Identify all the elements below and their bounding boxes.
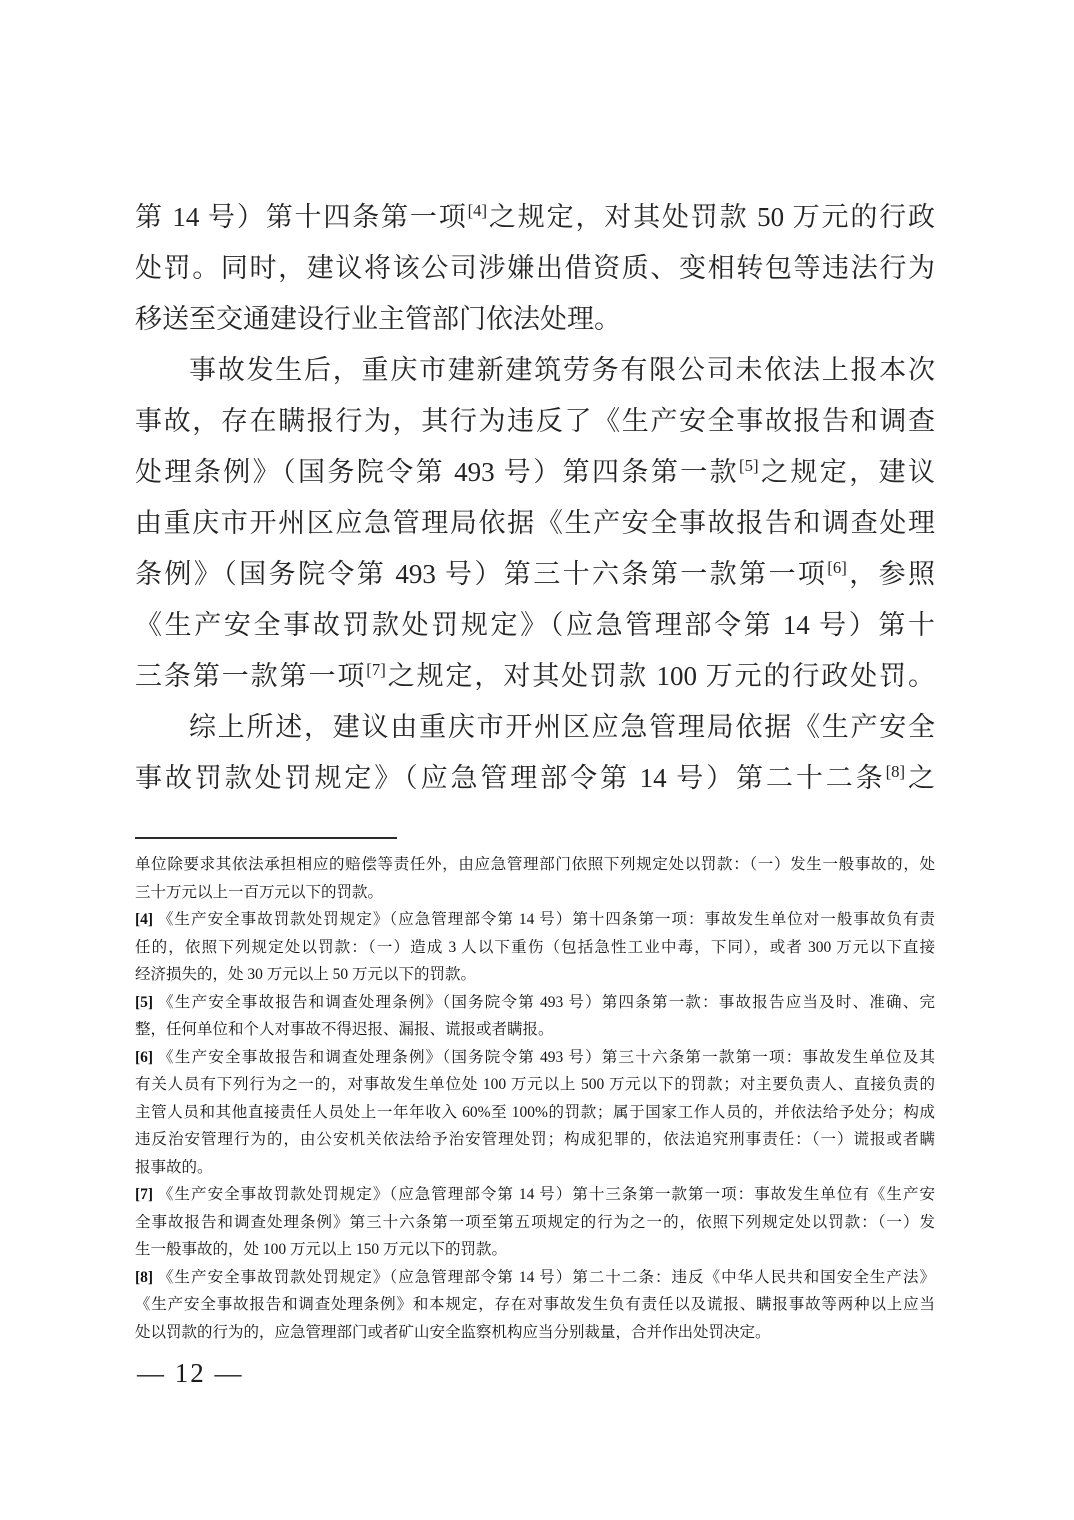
body-line: 移送至交通建设行业主管部门依法处理。	[135, 304, 621, 334]
footnote-line: 生一般事故的，处 100 万元以上 150 万元以下的罚款。	[135, 1241, 508, 1258]
footnote-line: [7] 《生产安全事故罚款处罚规定》（应急管理部令第 14 号）第十三条第一款第一项：事故发生单位有《生产安	[135, 1186, 935, 1203]
footnote-line: 有关人员有下列行为之一的，对事故发生单位处 100 万元以上 500 万元以下的罚款；对主要负责人、直接负责的	[135, 1076, 935, 1093]
footnote-marker: [8]	[135, 1268, 154, 1286]
footnote-line: [8] 《生产安全事故罚款处罚规定》（应急管理部令第 14 号）第二十二条：违反《中华人民共和国安全生产法》	[135, 1268, 935, 1286]
body-line: 第 14 号）第十四条第一项[4]之规定，对其处罚款 50 万元的行政	[135, 201, 936, 232]
body-line: 事故罚款处罚规定》（应急管理部令第 14 号）第二十二条[8]之	[135, 762, 936, 793]
footnote-line: 全事故报告和调查处理条例》第三十六条第一项至第五项规定的行为之一的，依照下列规定处以罚款：（一）发	[135, 1213, 935, 1231]
footnote-line: 单位除要求其依法承担相应的赔偿等责任外，由应急管理部门依照下列规定处以罚款：（一）发生一般事故的，处	[135, 856, 935, 873]
body-line: 处理条例》（国务院令第 493 号）第四条第一款[5]之规定，建议	[135, 456, 936, 487]
body-line: 《生产安全事故罚款处罚规定》（应急管理部令第 14 号）第十	[135, 610, 935, 640]
footnote-line: 报事故的。	[135, 1158, 213, 1176]
footnote-line: 违反治安管理行为的，由公安机关依法给予治安管理处罚；构成犯罪的，依法追究刑事责任：（一）谎报或者瞒	[135, 1131, 935, 1148]
footnote-line: 整，任何单位和个人对事故不得迟报、漏报、谎报或者瞒报。	[135, 1021, 554, 1038]
footnote-line: 三十万元以上一百万元以下的罚款。	[135, 883, 384, 901]
footnote-reference: [7]	[366, 660, 386, 679]
footnote-marker: [7]	[135, 1186, 154, 1203]
body-line: 处罚。同时，建议将该公司涉嫌出借资质、变相转包等违法行为	[135, 253, 935, 283]
body-line: 条例》（国务院令第 493 号）第三十六条第一款第一项[6]，参照	[135, 558, 936, 589]
page-number: — 12 —	[137, 1358, 244, 1388]
footnote-reference: [5]	[739, 456, 759, 475]
footnote-line: 任的，依照下列规定处以罚款：（一）造成 3 人以下重伤（包括急性工业中毒，下同），或者 300 万元以下直接	[135, 938, 935, 956]
footnotes-list	[135, 851, 935, 1346]
body-line: 事故，存在瞒报行为，其行为违反了《生产安全事故报告和调查	[135, 406, 935, 436]
footnote-reference: [4]	[467, 201, 488, 220]
body-line: 三条第一款第一项[7]之规定，对其处罚款 100 万元的行政处罚。	[135, 660, 936, 691]
footnote-marker: [5]	[135, 993, 154, 1011]
footnote-line: 《生产安全事故报告和调查处理条例》和本规定，存在对事故发生负有责任以及谎报、瞒报事故等两种以上应当	[135, 1296, 935, 1313]
footnote-line: [4] 《生产安全事故罚款处罚规定》（应急管理部令第 14 号）第十四条第一项：事故发生单位对一般事故负有责	[135, 911, 935, 928]
footnote-line: 处以罚款的行为的，应急管理部门或者矿山安全监察机构应当分别裁量，合并作出处罚决定。	[135, 1323, 771, 1341]
footnote-marker: [4]	[135, 911, 154, 928]
footnote-line: [6] 《生产安全事故报告和调查处理条例》（国务院令第 493 号）第三十六条第一款第一项：事故发生单位及其	[135, 1048, 935, 1066]
body-text	[135, 192, 935, 804]
footnote-line: 经济损失的，处 30 万元以上 50 万元以下的罚款。	[135, 966, 477, 983]
footnote-line: 主管人员和其他直接责任人员处上一年年收入 60%至 100%的罚款；属于国家工作人员的，并依法给予处分；构成	[135, 1103, 935, 1121]
footnote-reference: [8]	[885, 762, 906, 781]
footnote-marker: [6]	[135, 1048, 154, 1066]
footnote-line: [5] 《生产安全事故报告和调查处理条例》（国务院令第 493 号）第四条第一款：事故报告应当及时、准确、完	[135, 993, 935, 1011]
footnote-separator	[135, 837, 397, 839]
footnote-reference: [6]	[827, 558, 847, 577]
body-line: 事故发生后，重庆市建新建筑劳务有限公司未依法上报本次	[189, 355, 935, 385]
body-line: 综上所述，建议由重庆市开州区应急管理局依据《生产安全	[189, 712, 935, 742]
body-line: 由重庆市开州区应急管理局依据《生产安全事故报告和调查处理	[135, 508, 935, 538]
